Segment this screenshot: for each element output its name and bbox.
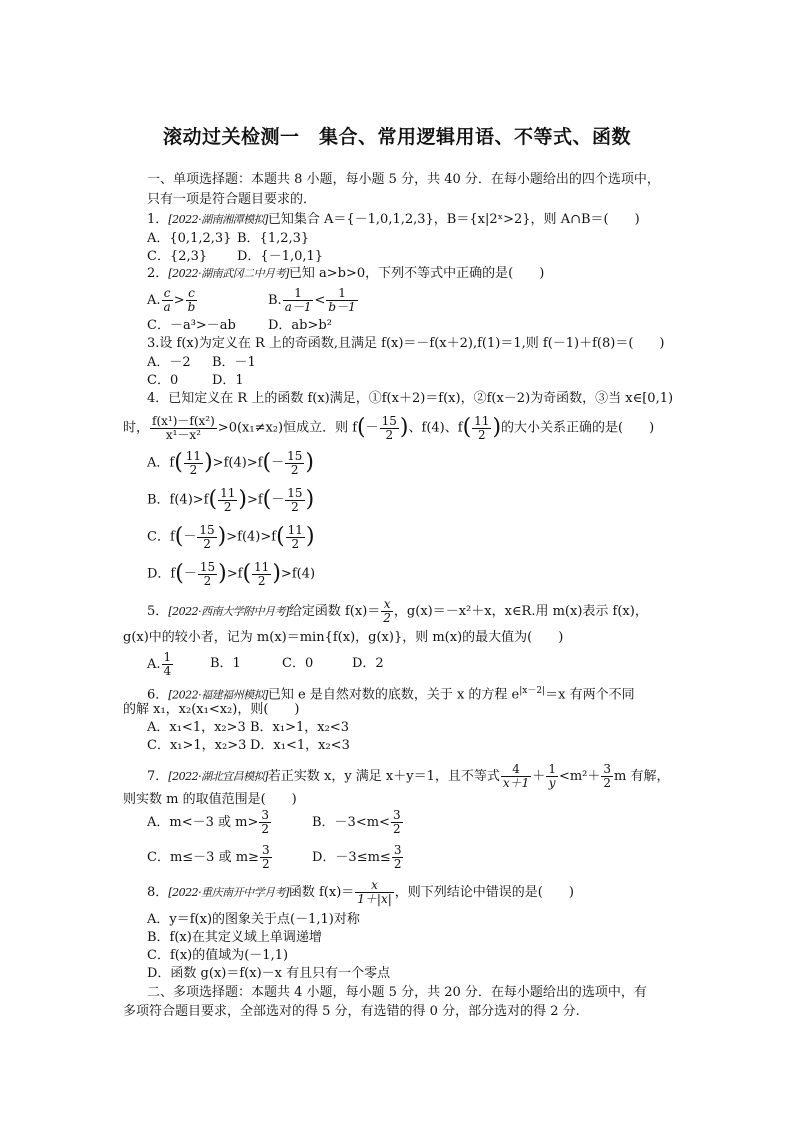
q4-option-a: A．f( $\frac{11}{2}$ )>f(4)>f(－ $\frac{15}{2}$ ) (147, 448, 314, 477)
q3-option-d: D．1 (212, 373, 244, 388)
q2-stem (147, 266, 544, 282)
q3-stem: 3.设 f(x)为定义在 R 上的奇函数,且满足 f(x)＝－f(x＋2),f(1)＝1,则 f(－1)＋f(8)＝( ) (147, 336, 665, 351)
q7-line2: 则实数 m 的取值范围是( ) (123, 792, 297, 807)
q2-option-c: C．－a³>－ab (147, 318, 236, 333)
q1-stem (147, 212, 640, 228)
q2-option-a: A. $\frac{c}{a}$ > $\frac{c}{b}$ (147, 286, 196, 314)
section1-line2: 只有一项是符合题目要求的． (147, 192, 317, 207)
q7-option-b: B．－3<m< $\frac{3}{2}$ (312, 808, 401, 836)
q4-option-c: C．f(－ $\frac{15}{2}$ )>f(4)>f( $\frac{11}{2}$ ) (147, 522, 315, 551)
q8-stem: 8．[2022·重庆南开中学月考]函数 f(x)＝ $\frac{x}{1+|x|}$ ，则下列结论中错误的是( ) (147, 878, 574, 906)
q3-option-b: B．－1 (212, 355, 256, 370)
q5-stem: 5．[2022·西南大学附中月考]给定函数 f(x)＝ $\frac{x}{2}$ ，g(x)＝－x²＋x，x∈R.用 m(x)表示 f(x)， (147, 597, 648, 625)
q1-source: [2022·湖南湘潭模拟] (168, 213, 268, 226)
q3-option-a: A．－2 (147, 355, 191, 370)
q7-option-a: A．m<－3 或 m> $\frac{3}{2}$ (147, 808, 270, 836)
q7-option-d: D．－3≤m≤ $\frac{3}{2}$ (312, 843, 402, 871)
q4-option-d: D．f(－ $\frac{15}{2}$ )>f( $\frac{11}{2}$ )>f(4) (147, 559, 316, 588)
q1-option-c: C．{2,3} (147, 249, 208, 264)
q7-stem: 7．[2022·湖北宜昌模拟]若正实数 x，y 满足 x＋y＝1，且不等式 $\frac{4}{x+1}$ ＋ $\frac{1}{y}$ <m²＋ $\frac{3}{2}$ m 有解， (147, 762, 670, 790)
q6-stem: 6．[2022·福建福州模拟]已知 e 是自然对数的底数，关于 x 的方程 $e^{|x-2|}=x$ 有两个不同 (147, 686, 635, 703)
q6-option-d: D．x₁<1，x₂<3 (250, 738, 350, 753)
q2-source: [2022·湖南武冈二中月考] (168, 267, 289, 280)
page-title: 滚动过关检测一 集合、常用逻辑用语、不等式、函数 (162, 126, 631, 148)
q8-option-b: B．f(x)在其定义域上单调递增 (147, 930, 322, 945)
q5-option-c: C．0 (282, 656, 314, 671)
q1-option-d: D．{－1,0,1} (237, 249, 324, 264)
q2-text: 已知 a>b>0，下列不等式中正确的是( ) (288, 266, 545, 281)
q6-option-b: B．x₁>1，x₂<3 (250, 720, 349, 735)
q7-option-c: C．m≤－3 或 m≥ $\frac{3}{2}$ (147, 843, 270, 871)
q6-option-a: A．x₁<1，x₂>3 (147, 720, 246, 735)
q4-option-b: B．f(4)>f( $\frac{11}{2}$ )>f(－ $\frac{15}{2}$ ) (147, 485, 315, 514)
q1-text: 已知集合 A＝{－1,0,1,2,3}，B＝{x|2ˣ>2}，则 A∩B＝( ) (267, 212, 640, 227)
q1-number: 1． (147, 212, 169, 227)
q4-line2: 时， $\frac{\text{f(x¹)－f(x²)}}{\text{x¹－x²}}$ >0(x₁≠x₂)恒成立．则 f(－ $\frac{15}{2}$ )、f(4)、f( $\frac{11}{2}$ )的大小关系正确的是( ) (123, 413, 655, 442)
q8-option-a: A．y＝f(x)的图象关于点(－1,1)对称 (147, 912, 360, 927)
q6-option-c: C．x₁>1，x₂>3 (147, 738, 247, 753)
section2-line2: 多项符合题目要求，全部选对的得 5 分，有选错的得 0 分，部分选对的得 2 分. (123, 1004, 580, 1019)
q4-line1: 4．已知定义在 R 上的函数 f(x)满足，①f(x＋2)＝f(x)，②f(x－2)为奇函数，③当 x∈[0,1) (147, 391, 674, 406)
q5-line2: g(x)中的较小者，记为 m(x)＝min{f(x)，g(x)}，则 m(x)的最大值为( ) (123, 630, 564, 645)
q8-option-c: C．f(x)的值域为(－1,1) (147, 948, 289, 963)
q1-option-b: B．{1,2,3} (237, 231, 310, 246)
section1-line1: 一、单项选择题：本题共 8 小题，每小题 5 分，共 40 分．在每小题给出的四个选项中， (147, 172, 660, 187)
q5-option-d: D．2 (352, 656, 384, 671)
section2-line1: 二、多项选择题：本题共 4 小题，每小题 5 分，共 20 分．在每小题给出的选项中，有 (147, 985, 647, 1000)
q2-option-b: B. $\frac{1}{a-1}$ < $\frac{1}{b-1}$ (268, 286, 356, 314)
q3-option-c: C．0 (147, 373, 179, 388)
q1-option-a: A．{0,1,2,3} (147, 231, 232, 246)
q2-option-d: D．ab>b² (268, 318, 332, 333)
q5-option-a: A. $\frac{1}{4}$ (147, 650, 172, 678)
q8-option-d: D．函数 g(x)＝f(x)－x 有且只有一个零点 (147, 966, 391, 981)
q6-line2: 的解 x₁，x₂(x₁<x₂)，则( ) (123, 702, 300, 717)
q5-option-b: B．1 (210, 656, 241, 671)
q2-number: 2． (147, 266, 169, 281)
